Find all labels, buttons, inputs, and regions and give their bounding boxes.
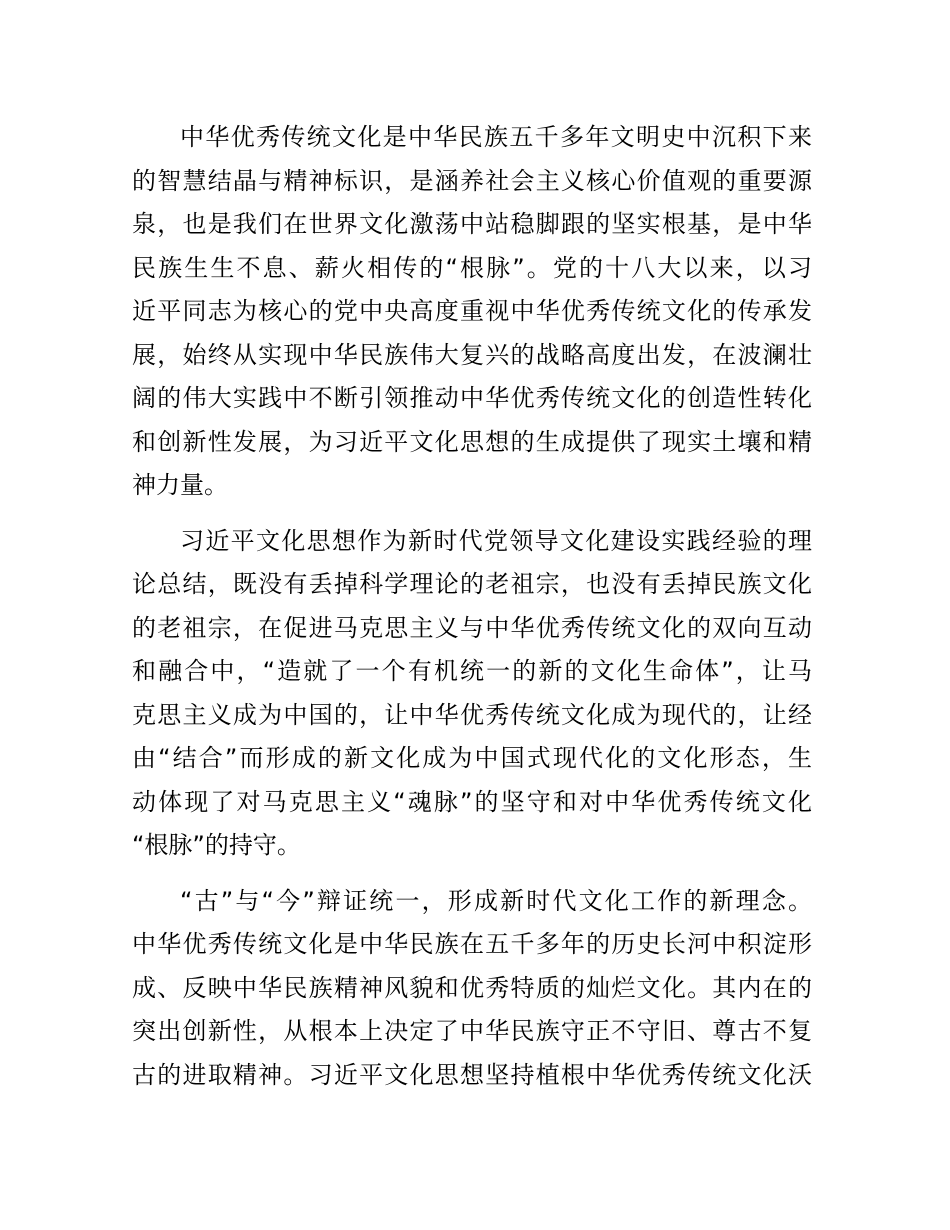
text-line: 神力量。 (132, 471, 228, 499)
text-line: 突出创新性，从根本上决定了中华民族守正不守旧、尊古不复 (132, 1017, 812, 1045)
text-line: 展，始终从实现中华民族伟大复兴的战略高度出发，在波澜壮 (132, 340, 812, 369)
text-line: 成、反映中华民族精神风貌和优秀特质的灿烂文化。其内在的 (132, 973, 812, 1002)
text-line: 民族生生不息、薪火相传的“根脉”。党的十八大以来，以习 (132, 253, 812, 282)
text-line: 习近平文化思想作为新时代党领导文化建设实践经验的理 (180, 526, 812, 555)
text-line: 和融合中，“造就了一个有机统一的新的文化生命体”，让马 (132, 657, 812, 685)
paragraph-2 (132, 520, 812, 868)
text-line: 中华优秀传统文化是中华民族在五千多年的历史长河中积淀形 (132, 930, 812, 958)
text-line: 克思主义成为中国的，让中华优秀传统文化成为现代的，让经 (132, 700, 812, 729)
text-line: 阔的伟大实践中不断引领推动中华优秀传统文化的创造性转化 (132, 384, 812, 412)
text-line: 的老祖宗，在促进马克思主义与中华优秀传统文化的双向互动 (132, 613, 812, 642)
text-line: 动体现了对马克思主义“魂脉”的坚守和对中华优秀传统文化 (132, 787, 812, 816)
paragraph-1 (132, 116, 812, 508)
text-line: “根脉”的持守。 (132, 831, 301, 859)
text-line: 古的进取精神。习近平文化思想坚持植根中华优秀传统文化沃 (132, 1060, 812, 1089)
text-line: 中华优秀传统文化是中华民族五千多年文明史中沉积下来 (180, 123, 812, 151)
text-line: 的智慧结晶与精神标识，是涵养社会主义核心价值观的重要源 (132, 166, 812, 195)
text-line: 近平同志为核心的党中央高度重视中华优秀传统文化的传承发 (132, 297, 812, 325)
paragraph-3 (132, 880, 812, 1098)
text-line: “古”与“今”辩证统一，形成新时代文化工作的新理念。 (180, 886, 812, 915)
text-line: 和创新性发展，为习近平文化思想的生成提供了现实土壤和精 (132, 427, 812, 456)
text-line: 由“结合”而形成的新文化成为中国式现代化的文化形态，生 (132, 744, 812, 772)
text-line: 论总结，既没有丢掉科学理论的老祖宗，也没有丢掉民族文化 (132, 570, 812, 598)
text-line: 泉，也是我们在世界文化激荡中站稳脚跟的坚实根基，是中华 (132, 210, 812, 238)
